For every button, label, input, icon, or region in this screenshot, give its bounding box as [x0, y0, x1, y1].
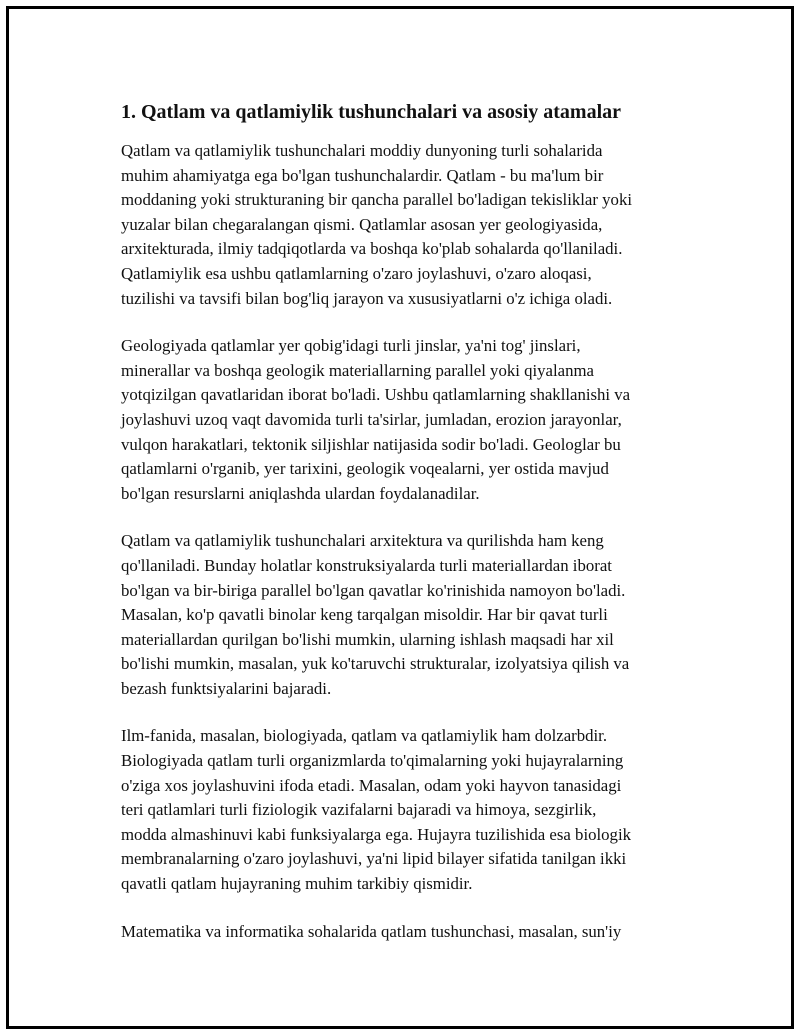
paragraph-architecture: Qatlam va qatlamiylik tushunchalari arxitektura va qurilishda ham keng qo'llaniladi. Bunday holatlar konstruksiyalarda turli materiallardan iborat bo'lgan va bir-biriga parallel bo'lgan qavatlar ko'rinishida namoyon bo'ladi. Masalan, ko'p qavatli binolar keng tarqalgan misoldir. Har bir qavat turli materiallardan qurilgan bo'lishi mumkin, ularning ishlash maqsadi har xil bo'lishi mumkin, masalan, yuk ko'taruvchi strukturalar, izolyatsiya qilish va bezash funktsiyalarini bajaradi. [121, 531, 630, 698]
page-frame [6, 6, 794, 1029]
paragraph-geology: Geologiyada qatlamlar yer qobig'idagi turli jinslar, ya'ni tog' jinslari, minerallar va boshqa geologik materiallarning parallel yoki qiyalanma yotqizilgan qavatlaridan iborat bo'ladi. Ushbu qatlamlarning shakllanishi va joylashuvi uzoq vaqt davomida turli ta'sirlar, jumladan, erozion jarayonlar, vulqon harakatlari, tektonik siljishlar natijasida sodir bo'ladi. Geologlar bu qatlamlarni o'rganib, yer tarixini, geologik voqealarni, yer ostida mavjud bo'lgan resurslarni aniqlashda ulardan foydalanadilar. [121, 336, 631, 503]
document-body [121, 99, 701, 967]
paragraph-biology: Ilm-fanida, masalan, biologiyada, qatlam va qatlamiylik ham dolzarbdir. Biologiyada qatlam turli organizmlarda to'qimalarning yoki hujayralarning o'ziga xos joylashuvini ifoda etadi. Masalan, odam yoki hayvon tanasidagi teri qatlamlari turli fiziologik vazifalarni bajaradi va himoya, sezgirlik, modda almashinuvi kabi funksiyalarga ega. Hujayra tuzilishida esa biologik membranalarning o'zaro joylashuvi, ya'ni lipid bilayer sifatida tanilgan ikki qavatli qatlam hujayraning muhim tarkibiy qismidir. [121, 726, 631, 894]
paragraph-layers-definition: Qatlam va qatlamiylik tushunchalari moddiy dunyoning turli sohalarida muhim ahamiyatga ega bo'lgan tushunchalardir. Qatlam - bu ma'lum bir moddaning yoki strukturaning bir qancha parallel bo'ladigan tekisliklar yoki yuzalar bilan chegaralangan qismi. Qatlamlar asosan yer geologiyasida, arxitekturada, ilmiy tadqiqotlarda va boshqa ko'plab sohalarda qo'llaniladi. Qatlamiylik esa ushbu qatlamlarning o'zaro joylashuvi, o'zaro aloqasi, tuzilishi va tavsifi bilan bog'liq jarayon va xususiyatlarni o'z ichiga oladi. [121, 141, 633, 308]
paragraph-mathematics: Matematika va informatika sohalarida qatlam tushunchasi, masalan, sun'iy [121, 921, 622, 941]
section-heading: 1. Qatlam va qatlamiylik tushunchalari va asosiy atamalar [121, 101, 622, 123]
